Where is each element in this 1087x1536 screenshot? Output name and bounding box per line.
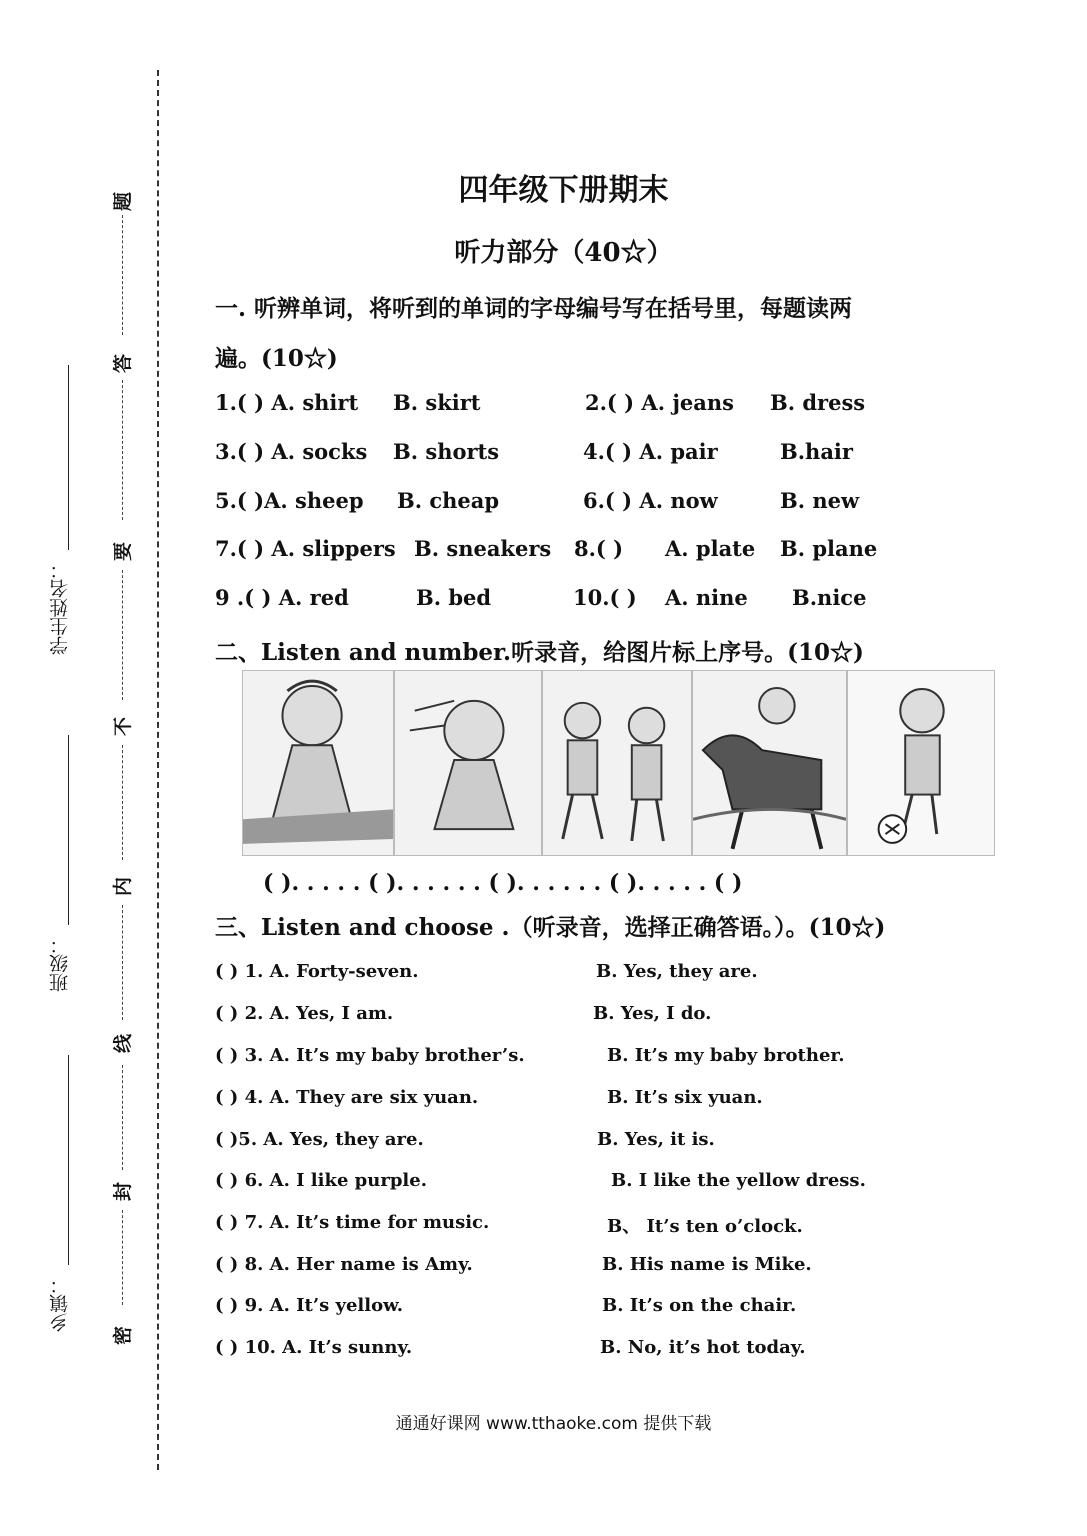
section2-heading: 二、Listen and number.听录音，给图片标上序号。(10☆) bbox=[215, 639, 864, 666]
s1-item-1: 1.( ) A. shirt bbox=[215, 390, 359, 415]
town-label: 乡镇： bbox=[49, 1275, 71, 1332]
picture-girl-umbrella bbox=[242, 670, 394, 856]
seal-dash-4 bbox=[122, 745, 123, 860]
page-footer: 通通好课网 www.tthaoke.com 提供下载 bbox=[395, 1414, 712, 1434]
s3-item-4-a: ( ) 4. A. They are six yuan. bbox=[215, 1087, 479, 1108]
s1-item-9: 9 .( ) A. red bbox=[215, 585, 349, 610]
seal-dash-7 bbox=[122, 1210, 123, 1305]
s3-item-5-b: B. Yes, it is. bbox=[597, 1129, 715, 1150]
horse-illustration bbox=[693, 671, 846, 855]
town-blank bbox=[68, 1055, 69, 1265]
picture-answer-brackets: ( ). . . . . ( ). . . . . . ( ). . . . . . ( ). . . . . ( ) bbox=[263, 870, 743, 896]
s1-item-7-b: B. sneakers bbox=[414, 536, 552, 561]
s3-item-8-b: B. His name is Mike. bbox=[602, 1254, 812, 1275]
s3-item-4-b: B. It’s six yuan. bbox=[607, 1087, 763, 1108]
class-label: 班级： bbox=[49, 935, 71, 992]
page-title: 四年级下册期末 bbox=[458, 173, 669, 208]
s1-item-9-b: B. bed bbox=[416, 585, 492, 610]
s1-item-1-b: B. skirt bbox=[393, 390, 481, 415]
page-subtitle: 听力部分（40☆） bbox=[454, 238, 673, 268]
girl-wind-illustration bbox=[395, 671, 541, 855]
name-blank bbox=[68, 365, 69, 550]
seal-char-1: 题 bbox=[112, 191, 135, 212]
s3-item-3-a: ( ) 3. A. It’s my baby brother’s. bbox=[215, 1045, 525, 1066]
s1-item-6-b: B. new bbox=[780, 488, 860, 513]
picture-boy-soccer bbox=[847, 670, 995, 856]
s3-item-9-a: ( ) 9. A. It’s yellow. bbox=[215, 1295, 404, 1316]
s1-item-5: 5.( )A. sheep bbox=[215, 488, 364, 513]
s1-item-4-b: B.hair bbox=[780, 439, 853, 464]
seal-char-3: 要 bbox=[112, 541, 135, 562]
picture-girl-wind bbox=[394, 670, 542, 856]
s3-item-6-a: ( ) 6. A. I like purple. bbox=[215, 1170, 427, 1191]
s1-item-5-b: B. cheap bbox=[397, 488, 500, 513]
s3-item-5-a: ( )5. A. Yes, they are. bbox=[215, 1129, 424, 1150]
s1-item-2: 2.( ) A. jeans bbox=[585, 390, 734, 415]
seal-char-2: 答 bbox=[112, 353, 135, 374]
seal-char-4: 不 bbox=[112, 716, 135, 737]
seal-dash-2 bbox=[122, 380, 123, 520]
s3-item-7-b: B、 It’s ten o’clock. bbox=[607, 1216, 803, 1237]
seal-char-5: 内 bbox=[112, 876, 135, 897]
s1-item-8-a: A. plate bbox=[665, 536, 756, 561]
s1-item-8: 8.( ) bbox=[574, 536, 624, 561]
soccer-illustration bbox=[848, 671, 994, 855]
s1-item-6: 6.( ) A. now bbox=[583, 488, 718, 513]
s1-item-10: 10.( ) bbox=[573, 585, 637, 610]
s3-item-9-b: B. It’s on the chair. bbox=[602, 1295, 797, 1316]
girl-illustration bbox=[243, 671, 393, 855]
s1-item-2-b: B. dress bbox=[770, 390, 866, 415]
s3-item-1-b: B. Yes, they are. bbox=[596, 961, 758, 982]
s3-item-2-b: B. Yes, I do. bbox=[593, 1003, 712, 1024]
s1-item-4: 4.( ) A. pair bbox=[583, 439, 718, 464]
picture-strip bbox=[242, 670, 995, 856]
s3-item-1-a: ( ) 1. A. Forty-seven. bbox=[215, 961, 419, 982]
s1-item-8-b: B. plane bbox=[780, 536, 878, 561]
seal-dash-6 bbox=[122, 1065, 123, 1170]
seal-char-8: 密 bbox=[112, 1325, 135, 1346]
s3-item-7-a: ( ) 7. A. It’s time for music. bbox=[215, 1212, 490, 1233]
class-blank bbox=[68, 735, 69, 925]
seal-char-7: 封 bbox=[112, 1181, 135, 1202]
s1-item-3-b: B. shorts bbox=[393, 439, 500, 464]
boys-illustration bbox=[543, 671, 691, 855]
seal-char-6: 线 bbox=[112, 1033, 135, 1054]
section1-heading-line2: 遍。(10☆) bbox=[215, 345, 338, 372]
s3-item-10-b: B. No, it’s hot today. bbox=[600, 1337, 806, 1358]
section1-heading-line1: 一. 听辨单词，将听到的单词的字母编号写在括号里，每题读两 bbox=[215, 295, 853, 322]
seal-dash-5 bbox=[122, 905, 123, 1020]
s3-item-3-b: B. It’s my baby brother. bbox=[607, 1045, 845, 1066]
s1-item-10-b: B.nice bbox=[792, 585, 867, 610]
s1-item-7: 7.( ) A. slippers bbox=[215, 536, 396, 561]
seal-dash-3 bbox=[122, 570, 123, 700]
s3-item-2-a: ( ) 2. A. Yes, I am. bbox=[215, 1003, 394, 1024]
picture-boys-running bbox=[542, 670, 692, 856]
student-name-label: 学生姓名： bbox=[49, 560, 71, 655]
s1-item-3: 3.( ) A. socks bbox=[215, 439, 368, 464]
s3-item-10-a: ( ) 10. A. It’s sunny. bbox=[215, 1337, 413, 1358]
s1-item-10-a: A. nine bbox=[665, 585, 748, 610]
s3-item-6-b: B. I like the yellow dress. bbox=[611, 1170, 866, 1191]
binding-dashed-line bbox=[157, 70, 159, 1470]
section3-heading: 三、Listen and choose .（听录音，选择正确答语。）。(10☆) bbox=[215, 914, 886, 941]
picture-boy-horse bbox=[692, 670, 847, 856]
s3-item-8-a: ( ) 8. A. Her name is Amy. bbox=[215, 1254, 473, 1275]
